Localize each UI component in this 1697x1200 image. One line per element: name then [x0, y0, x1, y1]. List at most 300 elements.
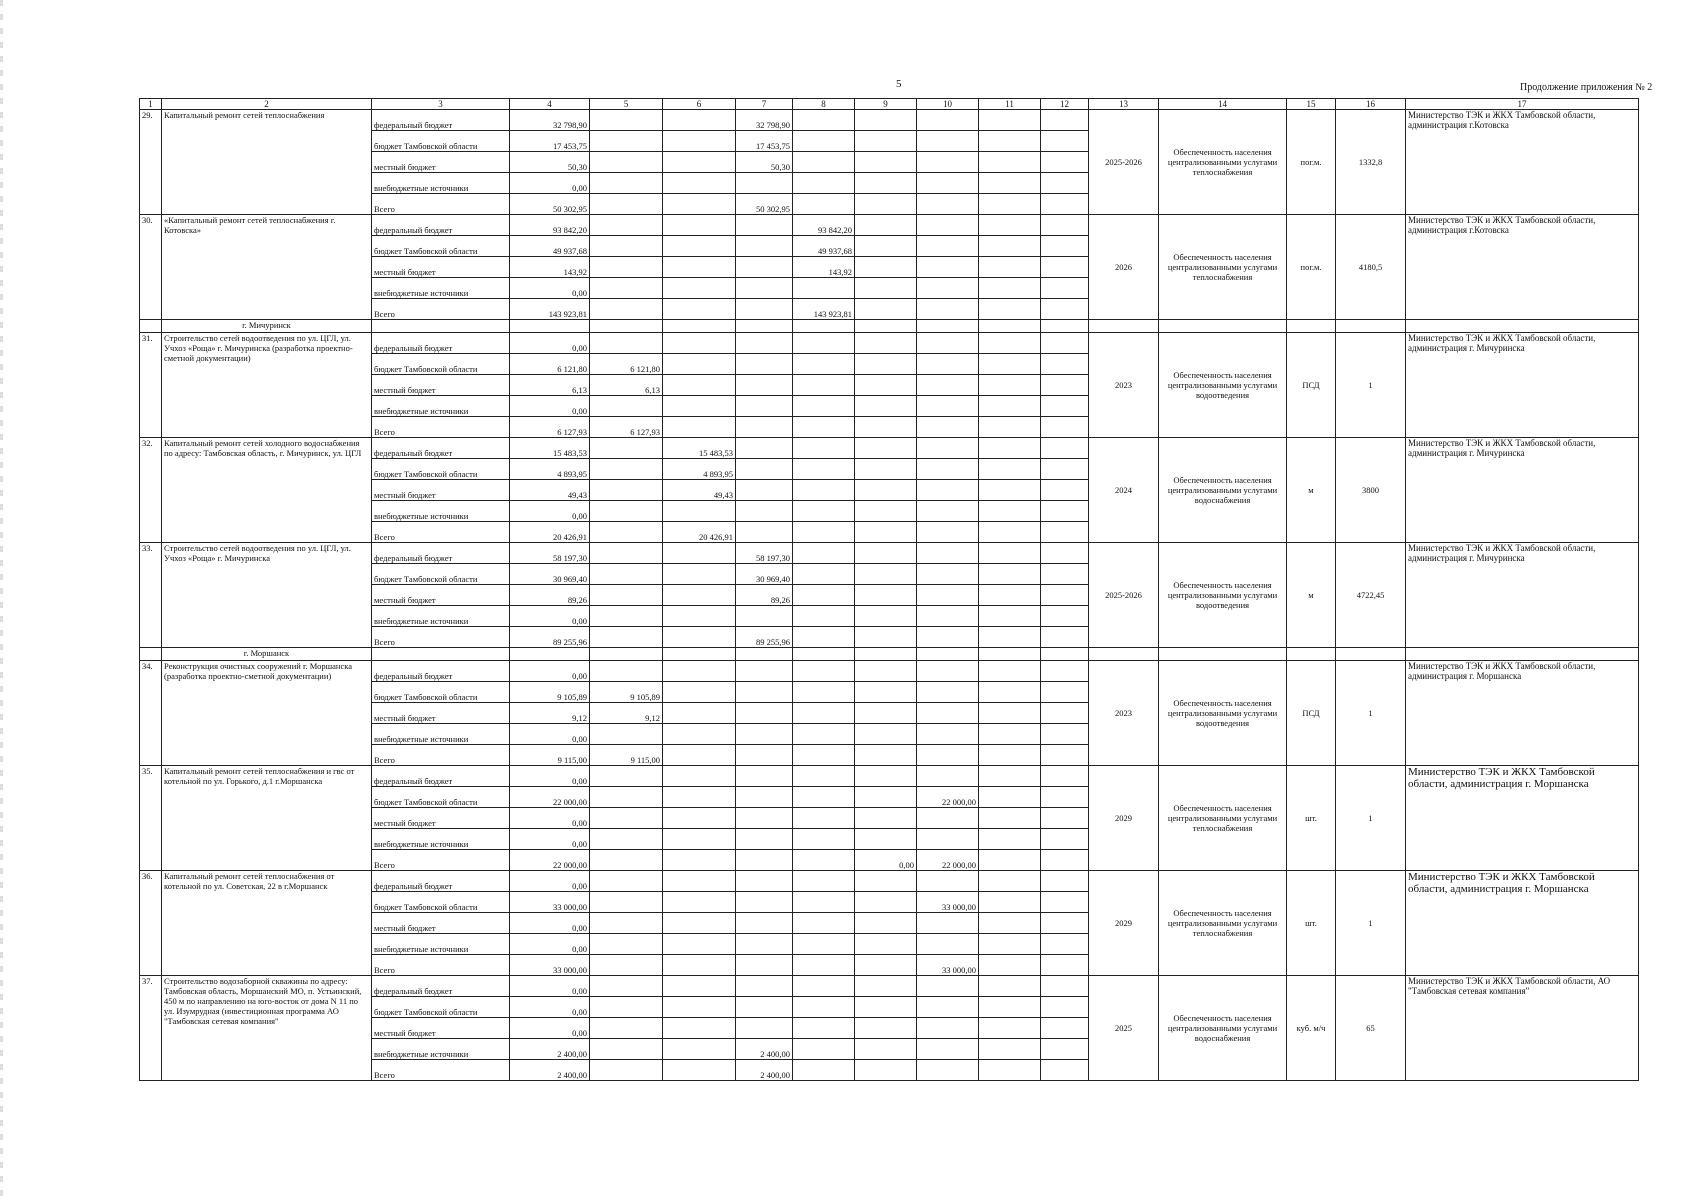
- amount-cell: [663, 976, 736, 997]
- amount-cell: 33 000,00: [917, 892, 979, 913]
- amount-cell: [663, 913, 736, 934]
- amount-cell: [1041, 396, 1089, 417]
- column-header: 15: [1287, 99, 1336, 110]
- column-header: 16: [1336, 99, 1406, 110]
- amount-cell: [855, 724, 917, 745]
- amount-cell: [793, 417, 855, 438]
- city-num-cell: [140, 648, 162, 661]
- amount-cell: [855, 585, 917, 606]
- funding-source: внебюджетные источники: [372, 278, 510, 299]
- city-row: [140, 320, 1639, 333]
- table-row: [140, 976, 1639, 997]
- amount-cell: [917, 194, 979, 215]
- table-row: [140, 766, 1639, 787]
- amount-cell: [793, 724, 855, 745]
- unit: м: [1287, 543, 1336, 648]
- project-name: Реконструкция очистных сооружений г. Моршанска (разработка проектно-сметной документации): [162, 661, 372, 766]
- amount-cell: [979, 459, 1041, 480]
- funding-source: Всего: [372, 522, 510, 543]
- amount-cell: 33 000,00: [510, 955, 590, 976]
- funding-source: Всего: [372, 745, 510, 766]
- amount-cell: [855, 955, 917, 976]
- amount-cell: [663, 110, 736, 131]
- amount-cell: 50,30: [736, 152, 793, 173]
- funding-source: федеральный бюджет: [372, 110, 510, 131]
- column-header: 17: [1406, 99, 1639, 110]
- funding-source: федеральный бюджет: [372, 661, 510, 682]
- amount-cell: [736, 257, 793, 278]
- amount-cell: [736, 1018, 793, 1039]
- column-header: 14: [1159, 99, 1287, 110]
- unit: м: [1287, 438, 1336, 543]
- project-name: Капитальный ремонт сетей холодного водоснабжения по адресу: Тамбовская область, г. Мичуринск, ул. ЦГЛ: [162, 438, 372, 543]
- amount-cell: [979, 829, 1041, 850]
- empty-cell: [1287, 320, 1336, 333]
- amount-cell: [590, 257, 663, 278]
- amount-cell: [1041, 299, 1089, 320]
- responsible: Министерство ТЭК и ЖКХ Тамбовской области, администрация г. Моршанска: [1406, 871, 1639, 976]
- city-name: г. Мичуринск: [162, 320, 372, 333]
- amount-cell: [793, 1060, 855, 1081]
- amount-cell: [979, 787, 1041, 808]
- amount-cell: [979, 850, 1041, 871]
- amount-cell: [590, 871, 663, 892]
- amount-cell: [736, 682, 793, 703]
- amount-cell: [793, 131, 855, 152]
- funding-source: местный бюджет: [372, 152, 510, 173]
- amount-cell: [590, 787, 663, 808]
- amount-cell: [917, 585, 979, 606]
- amount-cell: [1041, 564, 1089, 585]
- amount-cell: [979, 585, 1041, 606]
- amount-cell: [663, 766, 736, 787]
- amount-cell: 49,43: [510, 480, 590, 501]
- amount-cell: [979, 976, 1041, 997]
- empty-cell: [979, 648, 1041, 661]
- amount-cell: [663, 299, 736, 320]
- amount-cell: 33 000,00: [917, 955, 979, 976]
- amount-cell: 2 400,00: [736, 1039, 793, 1060]
- amount-cell: [1041, 829, 1089, 850]
- amount-cell: 50 302,95: [510, 194, 590, 215]
- amount-cell: 20 426,91: [663, 522, 736, 543]
- amount-cell: [917, 396, 979, 417]
- amount-cell: [917, 375, 979, 396]
- amount-cell: 0,00: [510, 606, 590, 627]
- amount-cell: [855, 131, 917, 152]
- amount-cell: [855, 257, 917, 278]
- amount-cell: 49,43: [663, 480, 736, 501]
- empty-cell: [663, 320, 736, 333]
- amount-cell: [855, 480, 917, 501]
- amount-cell: [917, 766, 979, 787]
- amount-cell: [917, 1039, 979, 1060]
- amount-cell: [736, 278, 793, 299]
- target-value: 4180,5: [1336, 215, 1406, 320]
- city-num-cell: [140, 320, 162, 333]
- amount-cell: 17 453,75: [736, 131, 793, 152]
- amount-cell: [1041, 627, 1089, 648]
- table-row: [140, 333, 1639, 354]
- amount-cell: [793, 333, 855, 354]
- amount-cell: [917, 997, 979, 1018]
- amount-cell: [855, 564, 917, 585]
- funding-source: внебюджетные источники: [372, 1039, 510, 1060]
- project-name: Капитальный ремонт сетей теплоснабжения от котельной по ул. Советская, 22 в г.Моршанск: [162, 871, 372, 976]
- amount-cell: [793, 627, 855, 648]
- funding-source: Всего: [372, 850, 510, 871]
- amount-cell: [590, 564, 663, 585]
- amount-cell: [793, 480, 855, 501]
- amount-cell: [663, 829, 736, 850]
- amount-cell: [917, 745, 979, 766]
- empty-cell: [736, 320, 793, 333]
- empty-cell: [1336, 320, 1406, 333]
- amount-cell: [590, 333, 663, 354]
- responsible: Министерство ТЭК и ЖКХ Тамбовской области, администрация г. Мичуринска: [1406, 333, 1639, 438]
- amount-cell: [979, 808, 1041, 829]
- responsible: Министерство ТЭК и ЖКХ Тамбовской области, администрация г. Моршанска: [1406, 766, 1639, 871]
- amount-cell: [979, 564, 1041, 585]
- amount-cell: [917, 606, 979, 627]
- column-header: 5: [590, 99, 663, 110]
- column-header: 12: [1041, 99, 1089, 110]
- amount-cell: 32 798,90: [510, 110, 590, 131]
- period: 2029: [1089, 766, 1159, 871]
- amount-cell: [855, 501, 917, 522]
- amount-cell: 2 400,00: [510, 1039, 590, 1060]
- period: 2029: [1089, 871, 1159, 976]
- scan-edge-mark: [0, 0, 3, 1200]
- amount-cell: [590, 215, 663, 236]
- empty-cell: [1041, 648, 1089, 661]
- amount-cell: [855, 627, 917, 648]
- amount-cell: [917, 501, 979, 522]
- amount-cell: 6 127,93: [510, 417, 590, 438]
- project-number: 33.: [140, 543, 162, 648]
- indicator: Обеспеченность населения централизованными услугами водоснабжения: [1159, 976, 1287, 1081]
- amount-cell: 143 923,81: [793, 299, 855, 320]
- amount-cell: [663, 131, 736, 152]
- amount-cell: [663, 152, 736, 173]
- amount-cell: [917, 1018, 979, 1039]
- amount-cell: [736, 661, 793, 682]
- empty-cell: [1089, 320, 1159, 333]
- period: 2025-2026: [1089, 543, 1159, 648]
- amount-cell: [979, 480, 1041, 501]
- amount-cell: 50,30: [510, 152, 590, 173]
- amount-cell: [1041, 257, 1089, 278]
- amount-cell: [917, 459, 979, 480]
- amount-cell: [855, 543, 917, 564]
- amount-cell: 0,00: [510, 976, 590, 997]
- amount-cell: [855, 976, 917, 997]
- project-number: 30.: [140, 215, 162, 320]
- amount-cell: 0,00: [510, 661, 590, 682]
- amount-cell: [793, 438, 855, 459]
- amount-cell: 0,00: [510, 173, 590, 194]
- amount-cell: [917, 682, 979, 703]
- amount-cell: [736, 606, 793, 627]
- amount-cell: [663, 396, 736, 417]
- amount-cell: [736, 703, 793, 724]
- amount-cell: [590, 850, 663, 871]
- amount-cell: [1041, 417, 1089, 438]
- amount-cell: [979, 501, 1041, 522]
- amount-cell: [917, 354, 979, 375]
- amount-cell: 2 400,00: [736, 1060, 793, 1081]
- amount-cell: [1041, 871, 1089, 892]
- funding-source: Всего: [372, 955, 510, 976]
- amount-cell: [979, 1018, 1041, 1039]
- amount-cell: [979, 299, 1041, 320]
- amount-cell: [663, 543, 736, 564]
- amount-cell: [979, 871, 1041, 892]
- amount-cell: [979, 913, 1041, 934]
- column-header-row: [140, 99, 1639, 110]
- amount-cell: [663, 333, 736, 354]
- amount-cell: [855, 1060, 917, 1081]
- amount-cell: [917, 438, 979, 459]
- responsible: Министерство ТЭК и ЖКХ Тамбовской области, АО "Тамбовская сетевая компания": [1406, 976, 1639, 1081]
- amount-cell: [855, 745, 917, 766]
- indicator: Обеспеченность населения централизованными услугами водоснабжения: [1159, 438, 1287, 543]
- amount-cell: [979, 724, 1041, 745]
- amount-cell: [736, 829, 793, 850]
- unit: ПСД: [1287, 333, 1336, 438]
- amount-cell: [1041, 606, 1089, 627]
- amount-cell: [793, 997, 855, 1018]
- amount-cell: [1041, 543, 1089, 564]
- amount-cell: [793, 501, 855, 522]
- amount-cell: [979, 522, 1041, 543]
- amount-cell: [663, 1018, 736, 1039]
- indicator: Обеспеченность населения централизованными услугами теплоснабжения: [1159, 110, 1287, 215]
- amount-cell: 0,00: [510, 934, 590, 955]
- amount-cell: [663, 278, 736, 299]
- empty-cell: [855, 648, 917, 661]
- amount-cell: [663, 354, 736, 375]
- amount-cell: 0,00: [510, 766, 590, 787]
- amount-cell: [663, 892, 736, 913]
- amount-cell: [1041, 375, 1089, 396]
- funding-source: местный бюджет: [372, 375, 510, 396]
- amount-cell: 50 302,95: [736, 194, 793, 215]
- amount-cell: [590, 459, 663, 480]
- unit: пог.м.: [1287, 110, 1336, 215]
- funding-source: Всего: [372, 417, 510, 438]
- amount-cell: [855, 871, 917, 892]
- amount-cell: [736, 787, 793, 808]
- amount-cell: [855, 375, 917, 396]
- amount-cell: [590, 724, 663, 745]
- empty-cell: [1159, 320, 1287, 333]
- amount-cell: 17 453,75: [510, 131, 590, 152]
- period: 2025: [1089, 976, 1159, 1081]
- amount-cell: [979, 173, 1041, 194]
- amount-cell: [979, 543, 1041, 564]
- amount-cell: [663, 724, 736, 745]
- amount-cell: [736, 333, 793, 354]
- amount-cell: [1041, 913, 1089, 934]
- unit: ПСД: [1287, 661, 1336, 766]
- table-row: [140, 215, 1639, 236]
- amount-cell: [979, 627, 1041, 648]
- program-table: [139, 98, 1639, 1081]
- period: 2024: [1089, 438, 1159, 543]
- amount-cell: [736, 375, 793, 396]
- amount-cell: [590, 152, 663, 173]
- amount-cell: [590, 661, 663, 682]
- funding-source: федеральный бюджет: [372, 766, 510, 787]
- amount-cell: [979, 110, 1041, 131]
- amount-cell: 22 000,00: [510, 850, 590, 871]
- amount-cell: [855, 661, 917, 682]
- amount-cell: [917, 333, 979, 354]
- unit: шт.: [1287, 871, 1336, 976]
- amount-cell: [663, 682, 736, 703]
- period: 2025-2026: [1089, 110, 1159, 215]
- amount-cell: [917, 724, 979, 745]
- amount-cell: [663, 934, 736, 955]
- amount-cell: [663, 661, 736, 682]
- amount-cell: [736, 934, 793, 955]
- amount-cell: 6,13: [590, 375, 663, 396]
- amount-cell: [855, 766, 917, 787]
- amount-cell: [590, 1039, 663, 1060]
- project-number: 37.: [140, 976, 162, 1081]
- amount-cell: [1041, 682, 1089, 703]
- amount-cell: 143,92: [510, 257, 590, 278]
- target-value: 1: [1336, 333, 1406, 438]
- funding-source: внебюджетные источники: [372, 606, 510, 627]
- city-row: [140, 648, 1639, 661]
- amount-cell: [663, 606, 736, 627]
- amount-cell: [590, 808, 663, 829]
- amount-cell: [590, 173, 663, 194]
- amount-cell: 89,26: [736, 585, 793, 606]
- amount-cell: 0,00: [510, 1018, 590, 1039]
- amount-cell: [855, 236, 917, 257]
- amount-cell: [1041, 787, 1089, 808]
- column-header: 11: [979, 99, 1041, 110]
- amount-cell: [979, 997, 1041, 1018]
- empty-cell: [917, 320, 979, 333]
- amount-cell: [590, 585, 663, 606]
- amount-cell: [979, 396, 1041, 417]
- funding-source: федеральный бюджет: [372, 871, 510, 892]
- amount-cell: [917, 152, 979, 173]
- amount-cell: [663, 871, 736, 892]
- project-name: Строительство водозаборной скважины по адресу: Тамбовская область, Моршанский МО, п. Устьинский, 450 м по направлению на юго-восток от дома N 11 по ул. Изумрудная (инвестиционная программа АО "Тамбовская сетевая компания": [162, 976, 372, 1081]
- amount-cell: [917, 543, 979, 564]
- amount-cell: [979, 682, 1041, 703]
- amount-cell: 49 937,68: [510, 236, 590, 257]
- amount-cell: [917, 173, 979, 194]
- amount-cell: [855, 606, 917, 627]
- amount-cell: [855, 1018, 917, 1039]
- amount-cell: [793, 766, 855, 787]
- amount-cell: 22 000,00: [917, 850, 979, 871]
- amount-cell: 0,00: [510, 871, 590, 892]
- page-number: 5: [896, 78, 902, 90]
- column-header: 6: [663, 99, 736, 110]
- amount-cell: 0,00: [510, 997, 590, 1018]
- amount-cell: [793, 194, 855, 215]
- amount-cell: [917, 627, 979, 648]
- amount-cell: 0,00: [855, 850, 917, 871]
- table-row: [140, 110, 1639, 131]
- amount-cell: [1041, 745, 1089, 766]
- amount-cell: 6 121,80: [590, 354, 663, 375]
- amount-cell: [590, 438, 663, 459]
- amount-cell: [736, 236, 793, 257]
- funding-source: бюджет Тамбовской области: [372, 787, 510, 808]
- indicator: Обеспеченность населения централизованными услугами водоотведения: [1159, 543, 1287, 648]
- amount-cell: [855, 829, 917, 850]
- amount-cell: [793, 278, 855, 299]
- amount-cell: [1041, 703, 1089, 724]
- responsible: Министерство ТЭК и ЖКХ Тамбовской области, администрация г.Котовска: [1406, 215, 1639, 320]
- amount-cell: [736, 299, 793, 320]
- amount-cell: [855, 808, 917, 829]
- funding-source: бюджет Тамбовской области: [372, 564, 510, 585]
- amount-cell: [663, 997, 736, 1018]
- table-row: [140, 438, 1639, 459]
- amount-cell: 0,00: [510, 278, 590, 299]
- amount-cell: [793, 661, 855, 682]
- amount-cell: [979, 333, 1041, 354]
- project-number: 36.: [140, 871, 162, 976]
- amount-cell: [917, 131, 979, 152]
- empty-cell: [979, 320, 1041, 333]
- amount-cell: [1041, 438, 1089, 459]
- amount-cell: [663, 955, 736, 976]
- amount-cell: [979, 354, 1041, 375]
- amount-cell: [1041, 1018, 1089, 1039]
- amount-cell: 33 000,00: [510, 892, 590, 913]
- amount-cell: 9 105,89: [590, 682, 663, 703]
- project-number: 34.: [140, 661, 162, 766]
- amount-cell: [1041, 131, 1089, 152]
- amount-cell: [590, 299, 663, 320]
- amount-cell: 9 115,00: [590, 745, 663, 766]
- amount-cell: [855, 1039, 917, 1060]
- amount-cell: [736, 459, 793, 480]
- amount-cell: [1041, 522, 1089, 543]
- empty-cell: [1287, 648, 1336, 661]
- amount-cell: [793, 606, 855, 627]
- amount-cell: [1041, 955, 1089, 976]
- amount-cell: [736, 892, 793, 913]
- project-name: Строительство сетей водоотведения по ул. ЦГЛ, ул. Учхоз «Роща» г. Мичуринска (разработка проектно-сметной документации): [162, 333, 372, 438]
- amount-cell: 49 937,68: [793, 236, 855, 257]
- amount-cell: [590, 110, 663, 131]
- funding-source: местный бюджет: [372, 703, 510, 724]
- column-header: 4: [510, 99, 590, 110]
- target-value: 65: [1336, 976, 1406, 1081]
- target-value: 1: [1336, 766, 1406, 871]
- amount-cell: [979, 892, 1041, 913]
- amount-cell: [1041, 1060, 1089, 1081]
- amount-cell: 9,12: [510, 703, 590, 724]
- amount-cell: [979, 661, 1041, 682]
- amount-cell: [917, 417, 979, 438]
- amount-cell: [793, 585, 855, 606]
- empty-cell: [510, 320, 590, 333]
- amount-cell: [855, 152, 917, 173]
- amount-cell: [590, 1018, 663, 1039]
